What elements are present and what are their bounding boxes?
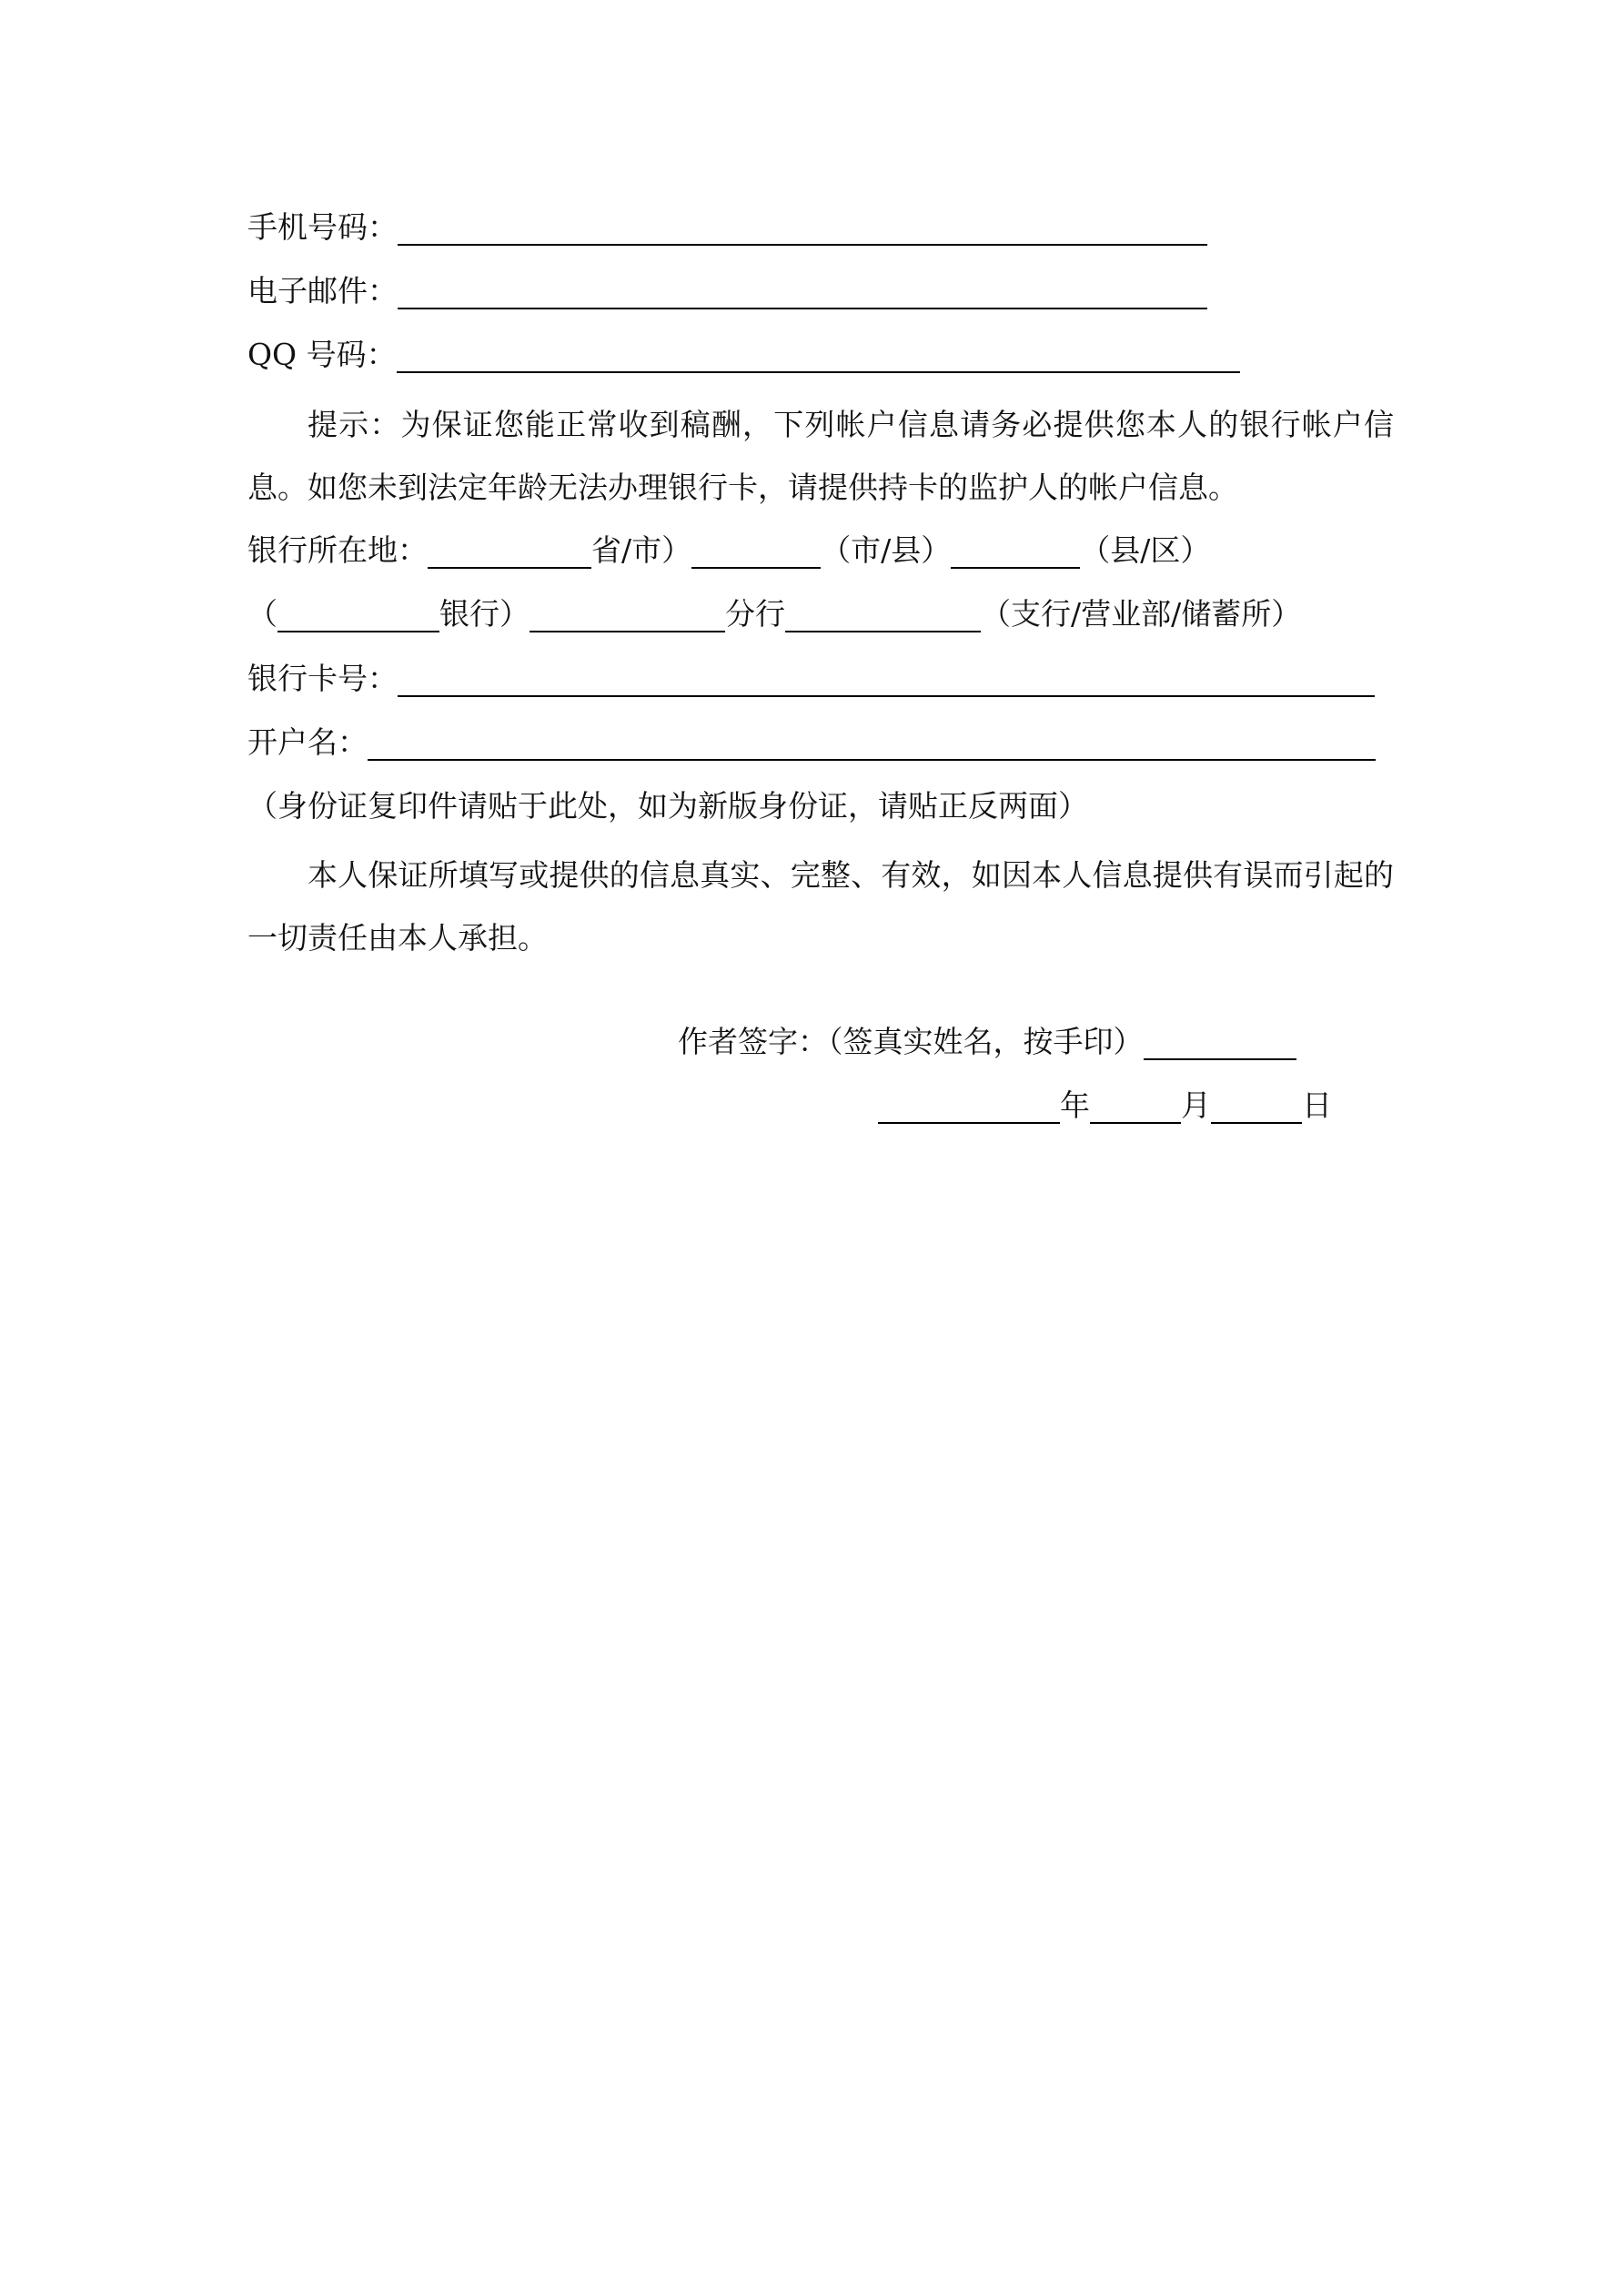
year-label: 年 bbox=[1060, 1087, 1090, 1123]
branch-suffix: 分行 bbox=[725, 596, 785, 632]
bank-open-paren: （ bbox=[247, 596, 277, 632]
qq-field[interactable] bbox=[397, 337, 1240, 373]
qq-label: QQ 号码： bbox=[247, 337, 397, 372]
card-number-row bbox=[247, 652, 1375, 706]
date-row bbox=[878, 1078, 1332, 1133]
month-field[interactable] bbox=[1090, 1087, 1181, 1124]
signature-label: 作者签字：（签真实姓名，按手印） bbox=[678, 1024, 1144, 1059]
email-row bbox=[247, 264, 1207, 319]
account-name-label: 开户名： bbox=[247, 724, 368, 760]
city-field[interactable] bbox=[691, 532, 821, 569]
province-field[interactable] bbox=[428, 532, 591, 569]
phone-field[interactable] bbox=[398, 209, 1207, 246]
id-note bbox=[247, 779, 1088, 834]
year-field[interactable] bbox=[878, 1087, 1060, 1124]
declaration-paragraph: 本人保证所填写或提供的信息真实、完整、有效，如因本人信息提供有误而引起的一切责任由本人承担。 bbox=[247, 857, 1394, 956]
email-label: 电子邮件： bbox=[247, 273, 398, 308]
bank-name-field[interactable] bbox=[277, 596, 439, 632]
subbranch-field[interactable] bbox=[785, 596, 981, 632]
bank-branch-row bbox=[247, 587, 1301, 642]
bank-location-label: 银行所在地： bbox=[247, 532, 428, 568]
qq-row bbox=[247, 328, 1240, 382]
signature-field[interactable] bbox=[1144, 1024, 1296, 1060]
province-suffix: 省/市） bbox=[591, 532, 692, 568]
day-label: 日 bbox=[1302, 1087, 1332, 1123]
city-suffix: （市/县） bbox=[821, 532, 952, 568]
bank-location-row bbox=[247, 523, 1210, 578]
email-field[interactable] bbox=[398, 273, 1207, 309]
day-field[interactable] bbox=[1211, 1087, 1302, 1124]
phone-label: 手机号码： bbox=[247, 209, 398, 245]
bank-suffix: 银行） bbox=[439, 596, 530, 632]
card-number-field[interactable] bbox=[398, 661, 1375, 697]
county-suffix: （县/区） bbox=[1080, 532, 1211, 568]
county-field[interactable] bbox=[951, 532, 1080, 569]
card-number-label: 银行卡号： bbox=[247, 661, 398, 696]
subbranch-suffix: （支行/营业部/储蓄所） bbox=[981, 596, 1302, 632]
hint-paragraph: 提示：为保证您能正常收到稿酬，下列帐户信息请务必提供您本人的银行帐户信息。如您未到法定年龄无法办理银行卡，请提供持卡的监护人的帐户信息。 bbox=[247, 407, 1394, 505]
account-name-field[interactable] bbox=[368, 724, 1376, 761]
id-note-text: （身份证复印件请贴于此处，如为新版身份证，请贴正反两面） bbox=[247, 788, 1088, 824]
branch-field[interactable] bbox=[530, 596, 725, 632]
phone-row bbox=[247, 200, 1207, 255]
month-label: 月 bbox=[1181, 1087, 1211, 1123]
signature-row bbox=[678, 1015, 1296, 1069]
account-name-row bbox=[247, 715, 1376, 770]
